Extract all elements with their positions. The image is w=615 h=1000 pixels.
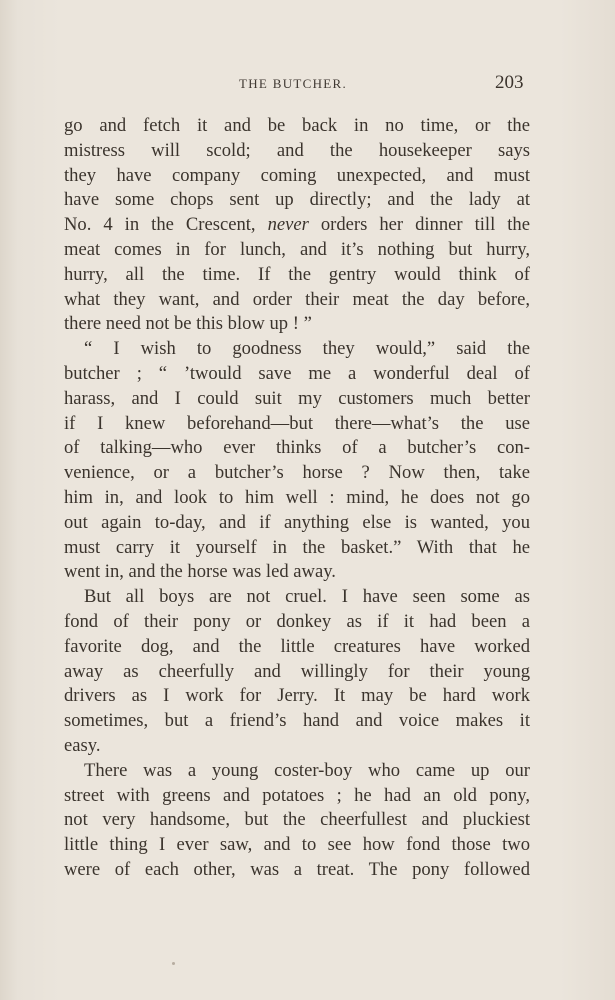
text-line: not very handsome, but the cheerfullest and pluckiest <box>64 809 530 831</box>
text-line: him in, and look to him well : mind, he does not go <box>64 486 530 508</box>
running-title: THE BUTCHER. <box>239 76 348 91</box>
body-text <box>64 114 530 883</box>
text-line: were of each other, was a treat. The pony followed <box>64 858 530 880</box>
text-line: easy. <box>64 734 101 756</box>
text-line: go and fetch it and be back in no time, or the <box>64 115 530 136</box>
text-line: mistress will scold; and the housekeeper says <box>64 139 530 161</box>
text-line: sometimes, but a friend’s hand and voice makes it <box>64 710 530 732</box>
text-line: away as cheerfully and willingly for their young <box>64 660 530 682</box>
text-line: fond of their pony or donkey as if it had been a <box>64 610 530 632</box>
text-line: there need not be this blow up ! ” <box>64 313 312 335</box>
text-line: little thing I ever saw, and to see how fond those two <box>64 834 530 856</box>
paragraph-first-line: There was a young coster-boy who came up our <box>84 759 530 781</box>
text-line: venience, or a butcher’s horse ? Now then, take <box>64 462 530 484</box>
text-line: of talking—who ever thinks of a butcher’s con- <box>64 437 530 459</box>
text-line: meat comes in for lunch, and it’s nothing but hurry, <box>64 238 530 260</box>
text-line: out again to-day, and if anything else is wanted, you <box>64 511 530 533</box>
text-line: favorite dog, and the little creatures have worked <box>64 635 530 657</box>
text-line: must carry it yourself in the basket.” With that he <box>64 536 530 558</box>
text-line: have some chops sent up directly; and the lady at <box>64 189 530 211</box>
paragraph-first-line: But all boys are not cruel. I have seen some as <box>84 586 530 608</box>
text-run: No. 4 in the Crescent, <box>64 214 268 236</box>
paper-speck <box>172 962 175 965</box>
emphasized-word: never <box>267 214 309 236</box>
text-line: drivers as I work for Jerry. It may be hard work <box>64 685 530 707</box>
text-line: butcher ; “ ’twould save me a wonderful deal of <box>64 362 530 384</box>
paragraph-first-line: “ I wish to goodness they would,” said the <box>84 338 530 360</box>
text-line <box>64 213 530 238</box>
text-run: orders her dinner till the <box>308 214 530 236</box>
page-number: 203 <box>495 72 524 93</box>
text-line: street with greens and potatoes ; he had an old pony, <box>64 784 530 806</box>
text-line: they have company coming unexpected, and must <box>64 164 530 186</box>
text-line: if I knew beforehand—but there—what’s the use <box>64 412 530 434</box>
text-line: harass, and I could suit my customers much better <box>64 387 530 409</box>
text-line: hurry, all the time. If the gentry would think of <box>64 263 530 285</box>
text-line: went in, and the horse was led away. <box>64 561 336 583</box>
text-line: what they want, and order their meat the day before, <box>64 288 530 310</box>
